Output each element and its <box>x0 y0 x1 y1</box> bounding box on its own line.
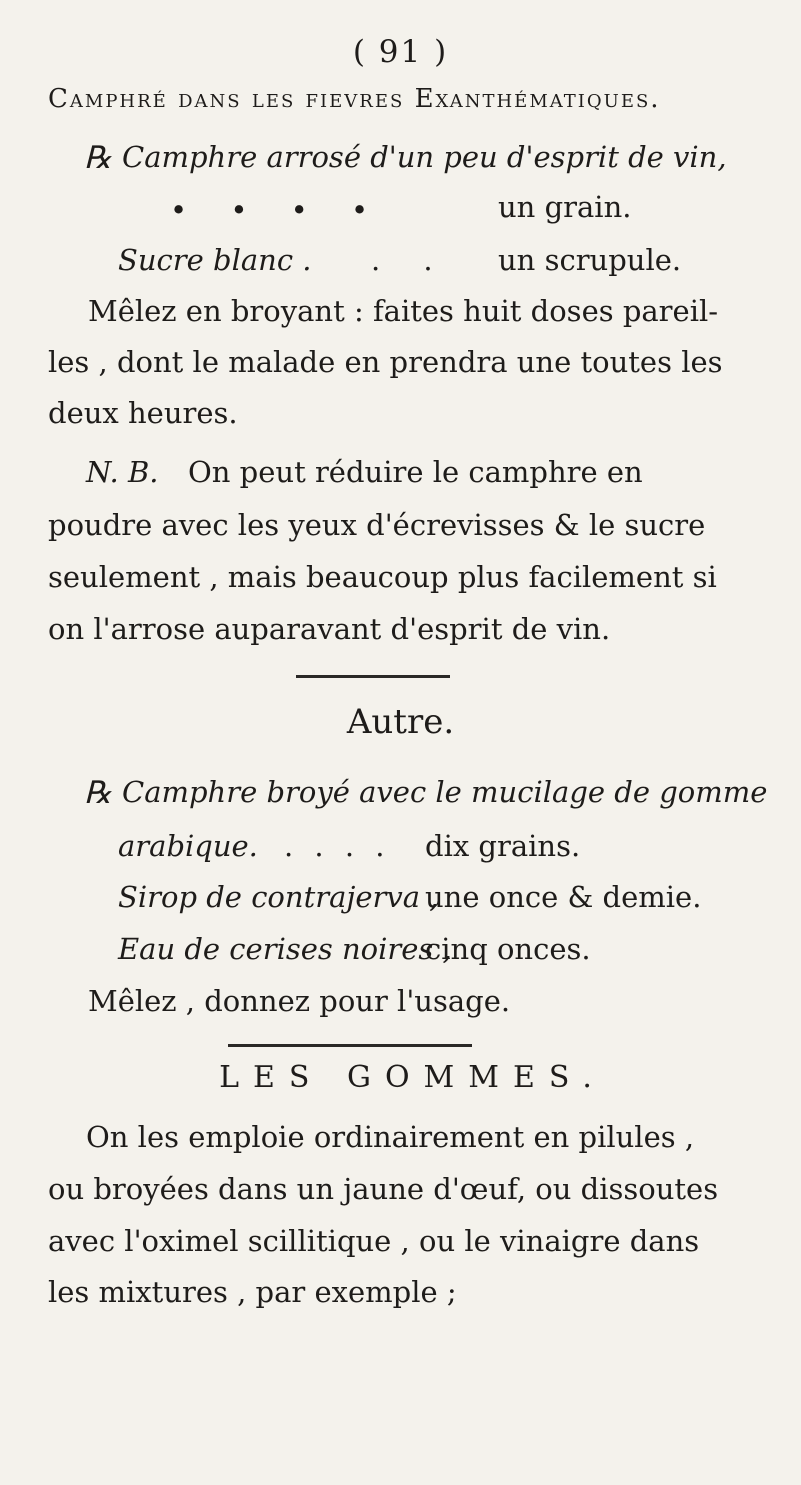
section-heading: Autre. <box>346 702 455 742</box>
nb-label: N. B. <box>86 455 159 489</box>
ingredient: arabique. <box>118 829 258 863</box>
dose: une once & demie. <box>425 880 702 914</box>
section-divider <box>296 675 450 678</box>
body-line: avec l'oximel scillitique , ou le vinaigre dans <box>48 1224 700 1258</box>
instruction-line: Mêlez , donnez pour l'usage. <box>88 984 511 1018</box>
body-line: On les emploie ordinairement en pilules , <box>86 1120 695 1154</box>
instruction-line: les , dont le malade en prendra une toutes les <box>48 345 723 379</box>
note-line: poudre avec les yeux d'écrevisses & le sucre <box>48 508 706 542</box>
leader-dots: . . . . <box>284 829 385 863</box>
note-line: On peut réduire le camphre en <box>188 455 643 489</box>
instruction-line: Mêlez en broyant : faites huit doses pareil- <box>88 294 719 328</box>
note-line: seulement , mais beaucoup plus facilement si <box>48 560 717 594</box>
leader-dots: • • • • <box>170 193 369 227</box>
recipe-line: Camphre arrosé d'un peu d'esprit de vin, <box>122 140 727 174</box>
dose: un scrupule. <box>498 243 682 277</box>
note-line: on l'arrose auparavant d'esprit de vin. <box>48 612 611 646</box>
ingredient: Eau de cerises noires , <box>118 932 452 966</box>
ingredient: Sucre blanc . <box>118 243 312 277</box>
recipe-symbol: ℞ <box>84 775 112 811</box>
recipe-symbol: ℞ <box>84 140 112 176</box>
page-number: ( 91 ) <box>352 34 449 70</box>
body-line: les mixtures , par exemple ; <box>48 1275 457 1309</box>
section-divider <box>228 1044 472 1047</box>
recipe-line: Camphre broyé avec le mucilage de gomme <box>122 775 768 809</box>
instruction-line: deux heures. <box>48 396 238 430</box>
dose: un grain. <box>498 190 632 224</box>
dose: cinq onces. <box>425 932 591 966</box>
leader-dots: . . <box>371 243 433 277</box>
section-heading: LES GOMMES. <box>219 1060 606 1095</box>
body-line: ou broyées dans un jaune d'œuf, ou dissoutes <box>48 1172 719 1206</box>
running-title: Camphré dans les fievres Exanthématiques. <box>48 84 661 114</box>
dose: dix grains. <box>425 829 581 863</box>
ingredient: Sirop de contrajerva , <box>118 880 439 914</box>
